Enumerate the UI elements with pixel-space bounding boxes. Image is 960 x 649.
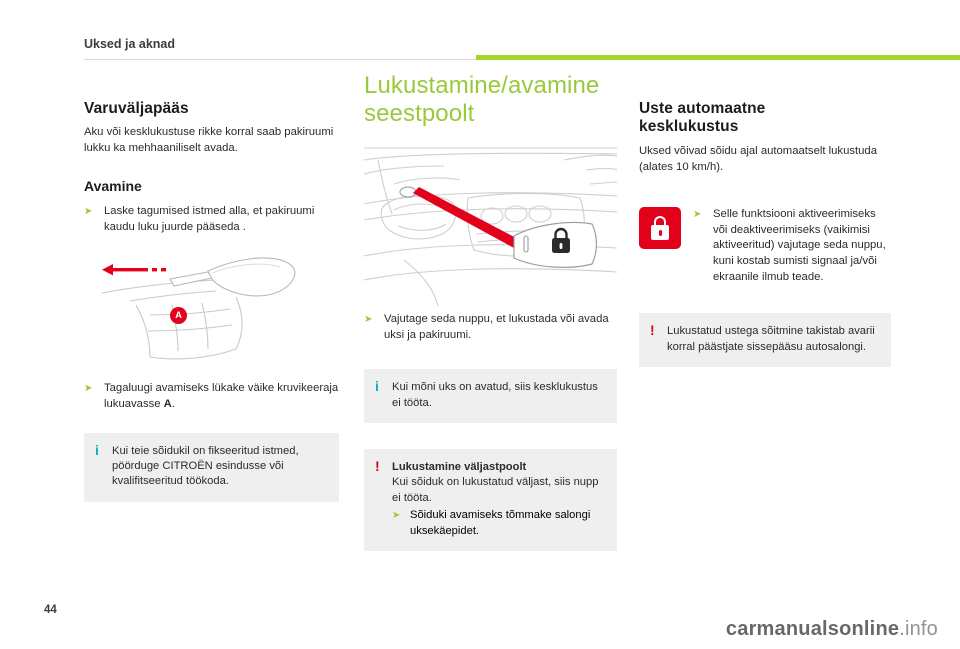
bullet-arrow-icon: ➤ — [693, 209, 702, 221]
left-bullet-2-bold: A — [163, 397, 172, 410]
middle-warning-note — [364, 449, 617, 551]
emergency-unlock-illustration — [84, 245, 339, 363]
bullet-arrow-icon: ➤ — [392, 510, 401, 522]
callout-badge-a: A — [170, 307, 187, 324]
page-header — [0, 0, 960, 56]
lock-keyhole — [659, 230, 662, 236]
emergency-unlock-drawing — [84, 245, 339, 363]
list-item — [693, 207, 891, 285]
middle-warning-heading: Lukustamine väljastpoolt — [392, 461, 527, 473]
info-icon: i — [375, 378, 379, 395]
header-divider-left — [84, 59, 476, 60]
right-column — [639, 100, 891, 367]
right-warning-note — [639, 313, 891, 367]
list-item — [84, 381, 339, 412]
dashboard-illustration — [364, 140, 617, 306]
bullet-arrow-icon: ➤ — [364, 314, 373, 325]
page-number: 44 — [44, 604, 57, 616]
header-accent-bar — [476, 55, 960, 60]
middle-warning-sub-bullet: Sõiduki avamiseks tõmmake salongi uksekäepidet. — [410, 509, 591, 537]
locking-button-on-dash — [400, 187, 416, 197]
right-intro-text: Uksed võivad sõidu ajal automaatselt lukustuda (alates 10 km/h). — [639, 145, 878, 173]
middle-info-note-text: Kui mõni uks on avatud, siis kesklukustus ei tööta. — [392, 381, 598, 409]
left-info-note — [84, 433, 339, 502]
right-section-title — [639, 100, 891, 136]
direction-arrow-icon — [102, 264, 166, 275]
callout-pointer-line — [413, 187, 520, 248]
right-warning-text: Lukustatud ustega sõitmine takistab avarii korral päästjate sissepääsu autosalongi. — [667, 325, 875, 353]
info-icon: i — [95, 441, 99, 458]
screwdriver-icon — [170, 258, 295, 296]
watermark-tail: .info — [899, 618, 938, 640]
right-bullet-wrapper — [693, 207, 891, 285]
middle-column — [364, 72, 617, 551]
central-locking-button-callout — [514, 223, 597, 268]
left-info-note-text: Kui teie sõidukil on fikseeritud istmed, pöörduge CITROËN esindusse või kvalifitseeritud töökoda. — [112, 444, 299, 488]
list-item — [364, 312, 617, 343]
bullet-arrow-icon: ➤ — [84, 206, 93, 218]
right-section-title-line2: kesklukustus — [639, 118, 739, 135]
left-bullet-2-post: . — [171, 397, 175, 410]
watermark — [726, 618, 938, 641]
left-section-title: Varuväljapääs — [84, 100, 189, 117]
left-bullet-2-pre: Tagaluugi avamiseks lükake väike kruvikeeraja lukuavasse — [104, 382, 339, 410]
header-chapter-title: Uksed ja aknad — [84, 37, 176, 51]
middle-warning-text: Kui sõiduk on lukustatud väljast, siis nupp ei tööta. — [392, 476, 599, 504]
right-section-title-line1: Uste automaatne — [639, 100, 766, 117]
page-title: Lukustamine/avamine seestpoolt — [364, 72, 600, 127]
bullet-arrow-icon: ➤ — [84, 383, 93, 395]
left-bullet-1-text: Laske tagumised istmed alla, et pakiruumi kaudu luku juurde pääseda . — [104, 205, 315, 233]
right-icon-bullet-row — [639, 207, 891, 285]
warning-icon: ! — [375, 458, 380, 474]
middle-info-note — [364, 369, 617, 423]
warning-icon: ! — [650, 322, 655, 339]
list-item — [392, 508, 605, 539]
left-bullet-2-text — [104, 381, 339, 412]
middle-bullet-1-text: Vajutage seda nuppu, et lukustada või avada uksi ja pakiruumi. — [384, 313, 609, 341]
left-column — [84, 100, 339, 502]
watermark-main: carmanualsonline — [725, 618, 900, 640]
right-bullet-1-text: Selle funktsiooni aktiveerimiseks või deaktiveerimiseks (vaikimisi aktiveeritud) vajutage seda nuppu, kuni kostab sumisti signaal ja/või ekraanile ilmub teade. — [713, 208, 886, 283]
lock-icon — [639, 207, 681, 249]
dashboard-drawing — [364, 140, 617, 306]
left-subsection-title: Avamine — [84, 178, 142, 195]
left-intro-text: Aku või kesklukustuse rikke korral saab pakiruumi lukku ka mehhaaniliselt avada. — [84, 126, 334, 154]
list-item — [84, 204, 339, 235]
